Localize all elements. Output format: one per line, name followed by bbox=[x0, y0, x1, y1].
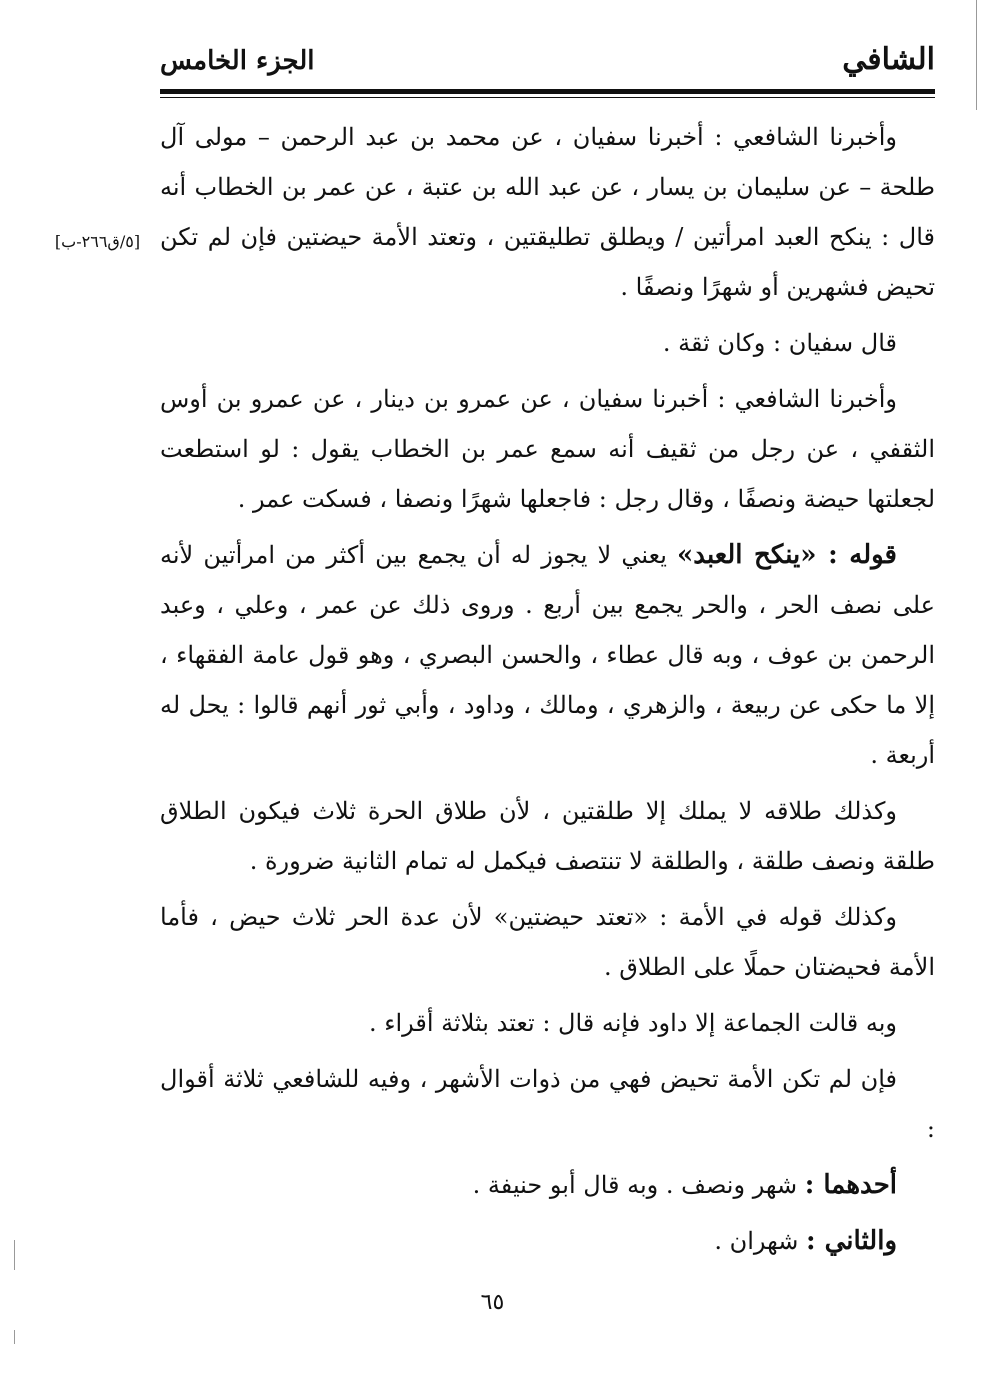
scan-edge-mark bbox=[976, 0, 977, 110]
paragraph: وأخبرنا الشافعي : أخبرنا سفيان ، عن محمد بن عبد الرحمن – مولى آل طلحة – عن سليمان بن يسار ، عن عبد الله بن عتبة ، عن عمر بن الخطاب أنه قال : ينكح العبد امرأتين / ويطلق تطليقتين ، وتعتد الأمة حيضتين فإن لم تكن تحيض فشهرين أو شهرًا ونصفًا . bbox=[160, 123, 935, 301]
header-rule-thin bbox=[160, 97, 935, 98]
paragraph: قوله : «ينكح العبد» يعني لا يجوز له أن يجمع بين أكثر من امرأتين لأنه على نصف الحر ، والحر يجمع بين أربع . وروى ذلك عن عمر ، وعلي ، وعبد الرحمن بن عوف ، وبه قال عطاء ، والحسن البصري ، وهو قول عامة الفقهاء ، إلا ما حكى عن ربيعة ، والزهري ، ومالك ، وداود ، وأبي ثور أنهم قالوا : يحل له أربعة . bbox=[160, 540, 935, 769]
paragraph: وكذلك قوله في الأمة : «تعتد حيضتين» لأن عدة الحر ثلاث حيض ، فأما الأمة فحيضتان حملًا على الطلاق . bbox=[160, 903, 935, 981]
paragraph: وبه قالت الجماعة إلا داود فإنه قال : تعتد بثلاثة أقراء . bbox=[368, 1009, 897, 1037]
manuscript-folio-note: [٥/ق٢٦٦-ب] bbox=[54, 232, 141, 251]
volume-title: الجزء الخامس bbox=[160, 46, 315, 76]
paragraph: فإن لم تكن الأمة تحيض فهي من ذوات الأشهر ، وفيه للشافعي ثلاثة أقوال : bbox=[160, 1065, 935, 1143]
paragraph: أحدهما : شهر ونصف . وبه قال أبو حنيفة . bbox=[472, 1170, 897, 1200]
paragraph: قال سفيان : وكان ثقة . bbox=[662, 329, 897, 357]
scan-edge-mark bbox=[14, 1240, 15, 1270]
paragraph: والثاني : شهران . bbox=[714, 1226, 897, 1256]
paragraph-lead: أحدهما : bbox=[804, 1170, 897, 1200]
header-rule-thick bbox=[160, 89, 935, 94]
paragraph: وكذلك طلاقه لا يملك إلا طلقتين ، لأن طلاق الحرة ثلاث فيكون الطلاق طلقة ونصف طلقة ، والطلقة لا تنتصف فيكمل له تمام الثانية ضرورة . bbox=[160, 797, 935, 875]
page-header bbox=[160, 42, 935, 88]
page-number: ٦٥ bbox=[480, 1290, 505, 1315]
paragraph: وأخبرنا الشافعي : أخبرنا سفيان ، عن عمرو بن دينار ، عن عمرو بن أوس الثقفي ، عن رجل من ثقيف أنه سمع عمر بن الخطاب يقول : لو استطعت لجعلتها حيضة ونصفًا ، وقال رجل : فاجعلها شهرًا ونصفا ، فسكت عمر . bbox=[160, 385, 935, 513]
page-body bbox=[160, 112, 935, 1262]
book-title: الشافي bbox=[842, 42, 935, 77]
paragraph-lead: والثاني : bbox=[805, 1226, 897, 1256]
paragraph-lead: قوله : «ينكح العبد» bbox=[677, 540, 897, 570]
scan-edge-mark bbox=[14, 1330, 15, 1344]
